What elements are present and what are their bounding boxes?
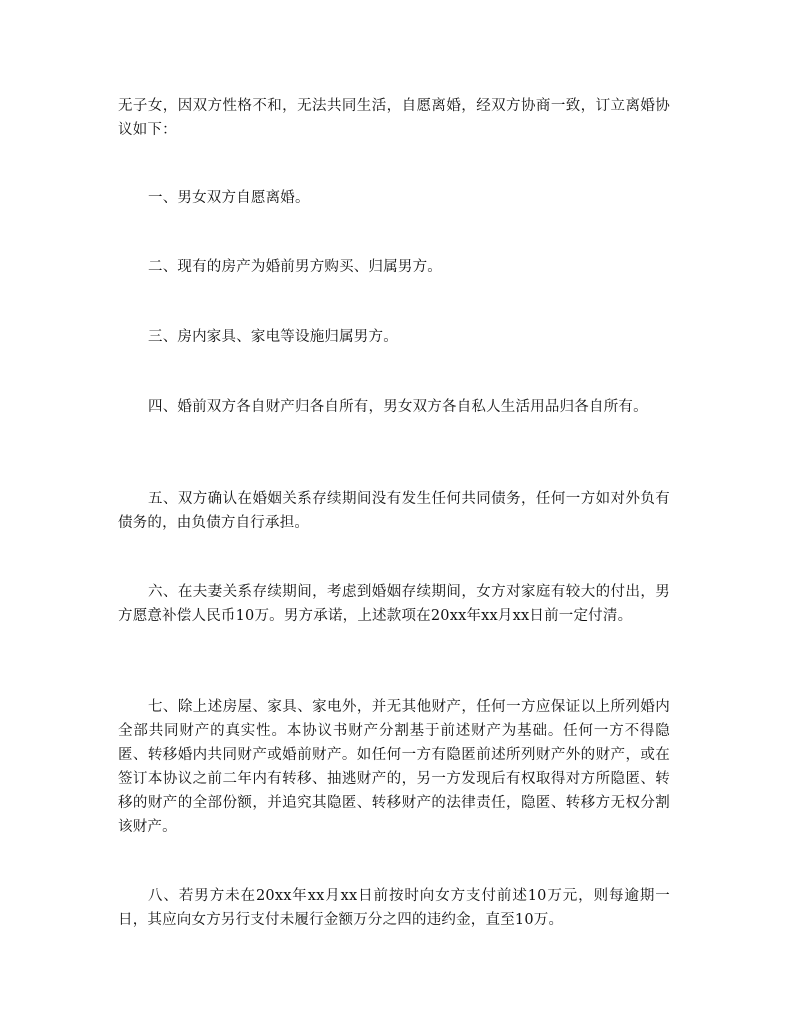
clause-6-paragraph: 六、在夫妻关系存续期间，考虑到婚姻存续期间，女方对家庭有较大的付出，男方愿意补偿人民币10万。男方承诺，上述款项在20xx年xx月xx日前一定付清。 [118,584,670,624]
clause-8-paragraph: 八、若男方未在20xx年xx月xx日前按时向女方支付前述10万元，则每逾期一日，其应向女方另行支付未履行金额万分之四的违约金，直至10万。 [118,888,670,928]
intro-paragraph: 无子女，因双方性格不和，无法共同生活，自愿离婚，经双方协商一致，订立离婚协议如下： [118,98,670,138]
clause-3-paragraph: 三、房内家具、家电等设施归属男方。 [148,329,398,345]
clause-4-paragraph: 四、婚前双方各自财产归各自所有，男女双方各自私人生活用品归各自所有。 [148,399,648,415]
clause-2-paragraph: 二、现有的房产为婚前男方购买、归属男方。 [148,259,442,275]
clause-7-paragraph: 七、除上述房屋、家具、家电外，并无其他财产，任何一方应保证以上所列婚内全部共同财产的真实性。本协议书财产分割基于前述财产为基础。任何一方不得隐匿、转移婚内共同财产或婚前财产。如任何一方有隐匿前述所列财产外的财产，或在签订本协议之前二年内有转移、抽逃财产的，另一方发现后有权取得对方所隐匿、转移的财产的全部份额，并追究其隐匿、转移财产的法律责任，隐匿、转移方无权分割该财产。 [118,699,670,835]
clause-1-paragraph: 一、男女双方自愿离婚。 [148,190,310,206]
clause-5-paragraph: 五、双方确认在婚姻关系存续期间没有发生任何共同债务，任何一方如对外负有债务的，由负债方自行承担。 [118,491,670,531]
